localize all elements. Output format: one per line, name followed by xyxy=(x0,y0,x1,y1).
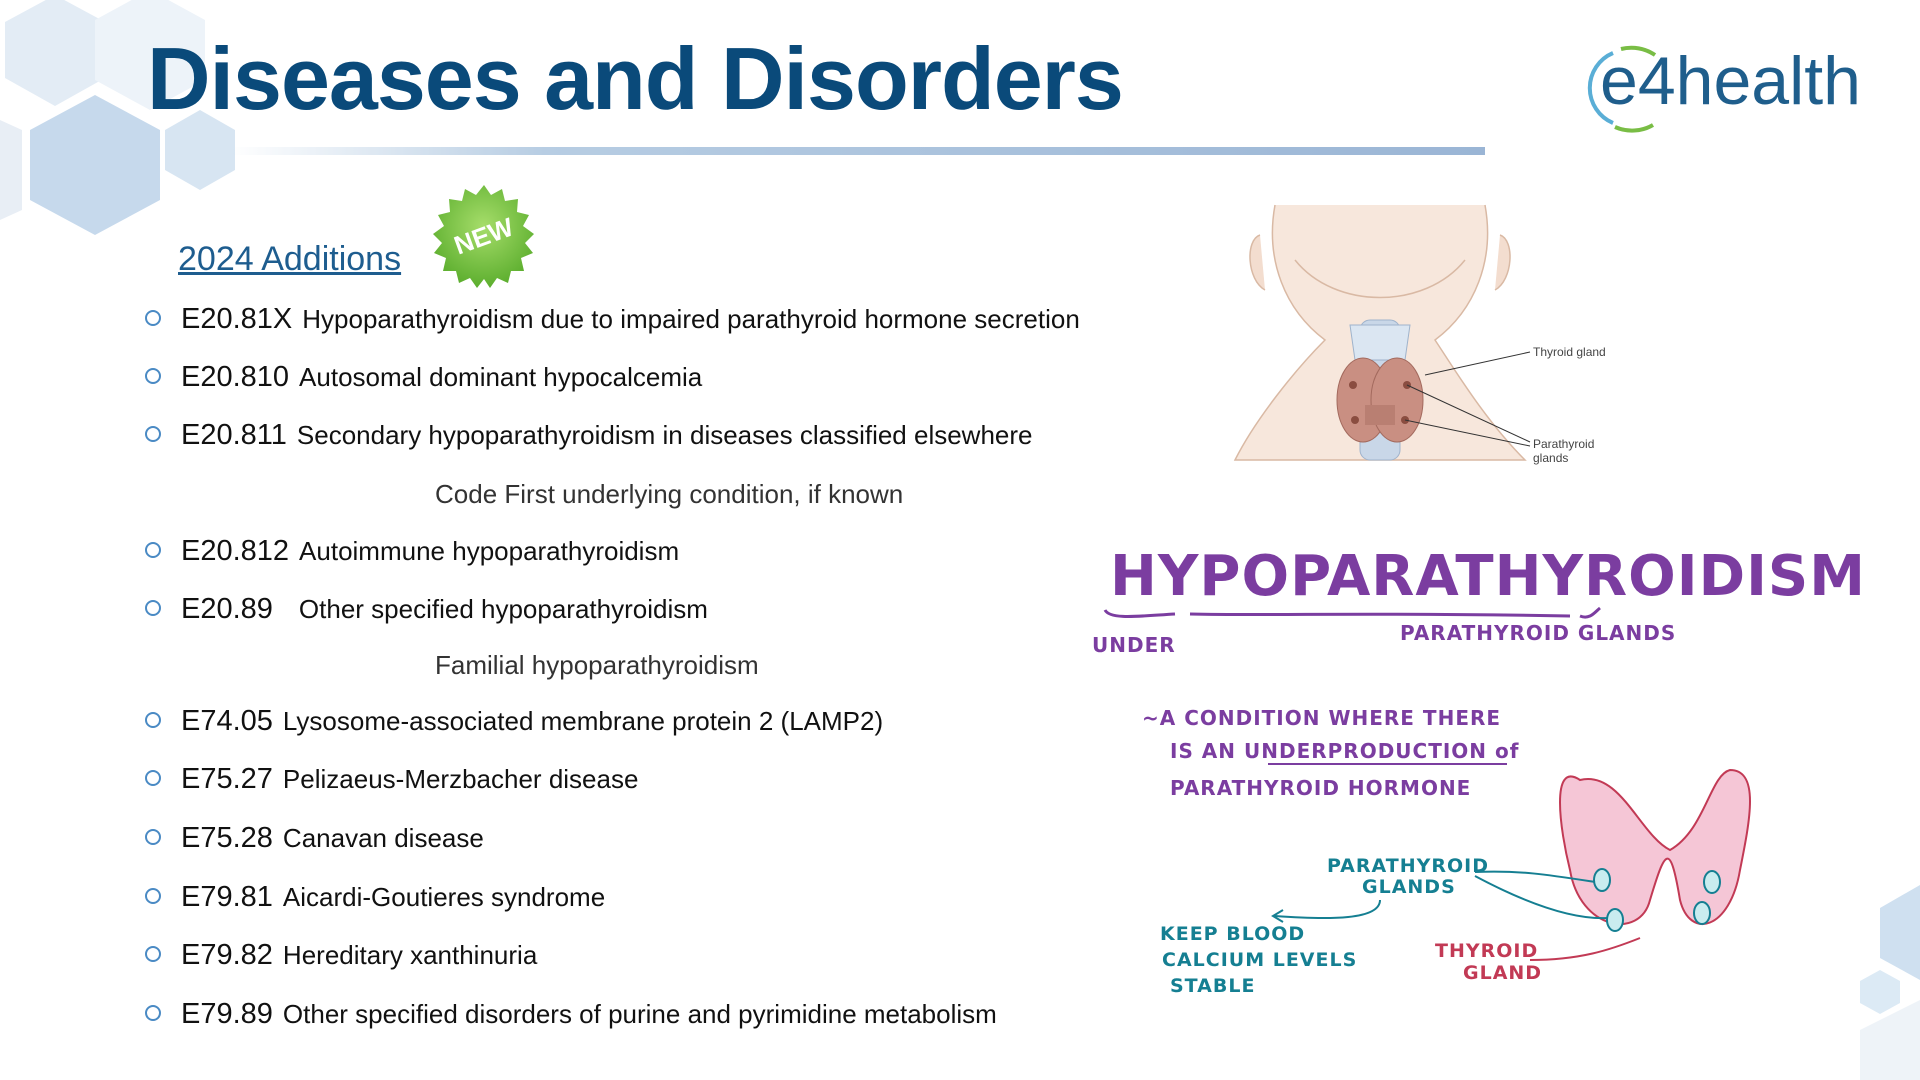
code-value: E20.812 xyxy=(181,535,290,567)
code-description: Secondary hypoparathyroidism in diseases classified elsewhere xyxy=(296,420,1033,450)
page-title: Diseases and Disorders xyxy=(147,29,1123,128)
bullet-icon xyxy=(145,368,161,384)
code-value: E20.810 xyxy=(181,361,290,393)
sketch-keep-line-2: CALCIUM LEVELS xyxy=(1162,949,1358,971)
code-description: Lysosome-associated membrane protein 2 (LAMP2) xyxy=(282,706,884,736)
list-item xyxy=(145,535,679,575)
bullet-icon xyxy=(145,770,161,786)
list-item xyxy=(145,939,537,979)
hexagon-decoration-bottom-right xyxy=(1800,840,1920,1080)
list-item xyxy=(145,763,638,803)
code-description: Pelizaeus-Merzbacher disease xyxy=(282,764,639,794)
sketch-thyroid-line-1: THYROID xyxy=(1435,940,1539,962)
code-value: E79.89 xyxy=(181,998,273,1030)
code-value: E20.81X xyxy=(181,303,293,335)
sketch-definition-line-2: IS AN UNDERPRODUCTION of xyxy=(1170,739,1520,763)
bullet-icon xyxy=(145,888,161,904)
new-badge xyxy=(430,183,538,291)
badge-text: NEW xyxy=(450,211,518,261)
sketch-label-under: UNDER xyxy=(1092,633,1176,657)
thyroid-sketch-icon xyxy=(1560,770,1750,931)
note-familial: Familial hypoparathyroidism xyxy=(435,650,759,680)
section-label-2024-additions[interactable]: 2024 Additions xyxy=(178,240,402,278)
bullet-icon xyxy=(145,1005,161,1021)
code-value: E20.89 xyxy=(181,593,273,625)
sketch-title: HYPOPARATHYROIDISM xyxy=(1110,544,1866,609)
code-value: E75.28 xyxy=(181,822,273,854)
note-code-first: Code First underlying condition, if known xyxy=(435,479,904,509)
hypoparathyroidism-sketch-illustration xyxy=(1080,520,1866,1010)
code-description: Hypoparathyroidism due to impaired parathyroid hormone secretion xyxy=(302,304,1080,334)
list-item xyxy=(145,998,997,1038)
title-underline xyxy=(230,147,1485,155)
list-item xyxy=(145,419,1033,459)
bullet-icon xyxy=(145,946,161,962)
list-item xyxy=(145,822,484,862)
code-value: E79.81 xyxy=(181,881,273,913)
bullet-icon xyxy=(145,712,161,728)
code-description: Autosomal dominant hypocalcemia xyxy=(299,362,703,392)
code-value: E20.811 xyxy=(181,419,287,451)
bullet-icon xyxy=(145,829,161,845)
code-value: E74.05 xyxy=(181,705,273,737)
logo-text: e4health xyxy=(1600,43,1861,119)
list-item xyxy=(145,593,708,633)
code-description: Aicardi-Goutieres syndrome xyxy=(282,882,606,912)
label-glands: glands xyxy=(1533,451,1569,465)
code-description: Hereditary xanthinuria xyxy=(282,940,538,970)
sketch-keep-line-1: KEEP BLOOD xyxy=(1160,923,1306,945)
bullet-icon xyxy=(145,310,161,326)
code-value: E75.27 xyxy=(181,763,273,795)
code-description: Canavan disease xyxy=(282,823,484,853)
label-parathyroid: Parathyroid xyxy=(1533,437,1595,451)
bullet-icon xyxy=(145,426,161,442)
label-thyroid-gland: Thyroid gland xyxy=(1533,345,1606,359)
sketch-keep-line-3: STABLE xyxy=(1170,975,1256,997)
sketch-glands-line-2: GLANDS xyxy=(1362,876,1456,898)
sketch-definition-line-3: PARATHYROID HORMONE xyxy=(1170,776,1472,800)
bullet-icon xyxy=(145,542,161,558)
code-description: Other specified disorders of purine and pyrimidine metabolism xyxy=(282,999,997,1029)
code-description: Other specified hypoparathyroidism xyxy=(298,594,708,624)
list-item xyxy=(145,881,605,921)
list-item xyxy=(145,361,702,401)
code-value: E79.82 xyxy=(181,939,273,971)
sketch-glands-line-1: PARATHYROID xyxy=(1327,855,1489,877)
sketch-definition-line-1: ~A CONDITION WHERE THERE xyxy=(1142,706,1502,730)
sketch-thyroid-line-2: GLAND xyxy=(1463,962,1543,984)
list-item xyxy=(145,705,883,745)
sketch-label-parathyroid-glands: PARATHYROID GLANDS xyxy=(1400,621,1677,645)
code-description: Autoimmune hypoparathyroidism xyxy=(299,536,680,566)
thyroid-anatomy-illustration xyxy=(1225,200,1625,500)
bullet-icon xyxy=(145,600,161,616)
list-item xyxy=(145,303,1080,343)
